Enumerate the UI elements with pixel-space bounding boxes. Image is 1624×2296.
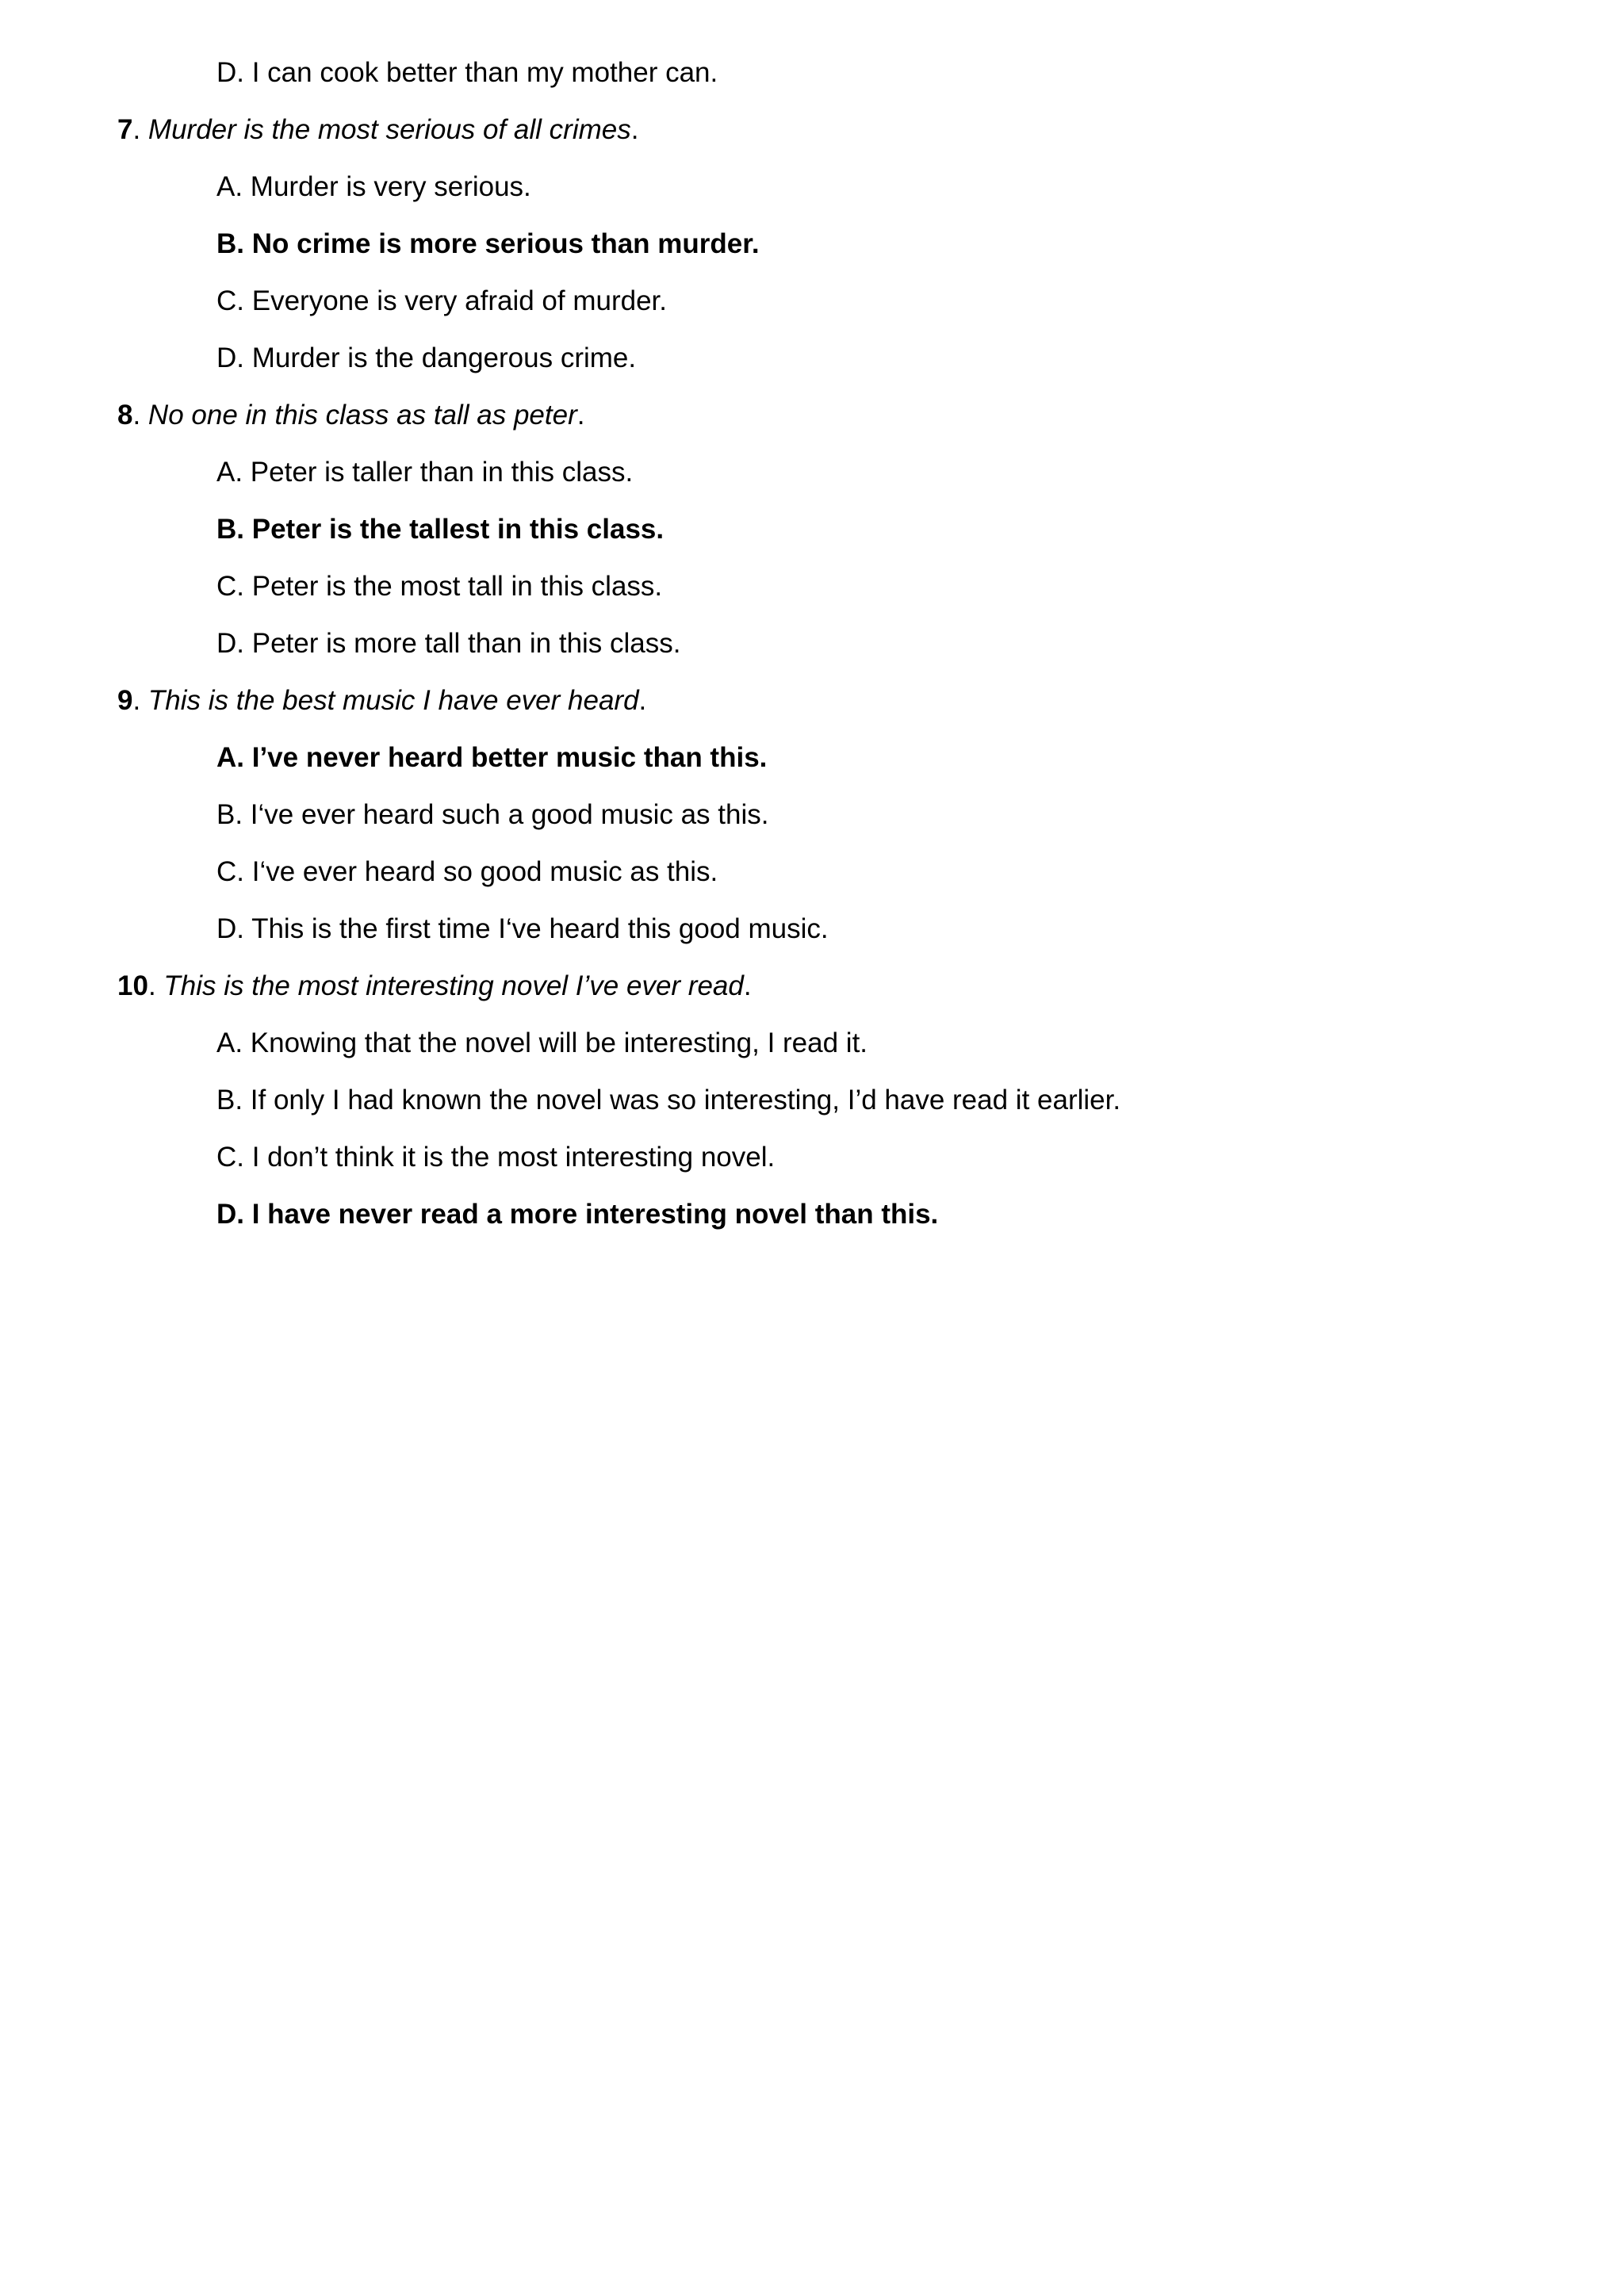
question-number: 9 bbox=[117, 685, 133, 716]
question-9 bbox=[117, 679, 646, 723]
question-separator: . bbox=[132, 685, 148, 716]
option-text: D. I can cook better than my mother can. bbox=[216, 57, 718, 88]
question-number: 10 bbox=[117, 970, 148, 1001]
question-number: 8 bbox=[117, 400, 133, 430]
option-d-answer: D. I have never read a more interesting novel than this. bbox=[216, 1199, 939, 1230]
option-a: A. Knowing that the novel will be interesting, I read it. bbox=[216, 1027, 868, 1058]
option-d: D. This is the first time I‘ve heard this good music. bbox=[216, 913, 829, 944]
question-stem: Murder is the most serious of all crimes bbox=[147, 114, 631, 145]
question-end: . bbox=[576, 400, 585, 430]
question-10 bbox=[117, 964, 752, 1008]
question-end: . bbox=[630, 114, 639, 145]
option-b: B. If only I had known the novel was so interesting, I’d have read it earlier. bbox=[216, 1085, 1121, 1115]
question-stem: This is the most interesting novel I’ve ever read bbox=[163, 970, 744, 1001]
question-stem: No one in this class as tall as peter bbox=[147, 400, 577, 430]
option-b: B. I‘ve ever heard such a good music as this. bbox=[216, 799, 769, 830]
option-b-answer: B. No crime is more serious than murder. bbox=[216, 228, 760, 259]
option-a: A. Murder is very serious. bbox=[216, 171, 531, 202]
question-separator: . bbox=[132, 400, 148, 430]
option-c: C. I don’t think it is the most interesting novel. bbox=[216, 1142, 776, 1173]
question-separator: . bbox=[147, 970, 164, 1001]
option-d: D. Murder is the dangerous crime. bbox=[216, 342, 637, 373]
question-stem: This is the best music I have ever heard bbox=[147, 685, 639, 716]
option-c: C. Everyone is very afraid of murder. bbox=[216, 285, 667, 316]
question-number: 7 bbox=[117, 114, 133, 145]
question-7 bbox=[117, 108, 638, 152]
option-b-answer: B. Peter is the tallest in this class. bbox=[216, 514, 665, 545]
option-c: C. Peter is the most tall in this class. bbox=[216, 571, 663, 602]
option-a: A. Peter is taller than in this class. bbox=[216, 457, 634, 488]
question-end: . bbox=[638, 685, 647, 716]
question-end: . bbox=[743, 970, 752, 1001]
question-separator: . bbox=[132, 114, 148, 145]
option-c: C. I‘ve ever heard so good music as this. bbox=[216, 856, 718, 887]
option-a-answer: A. I’ve never heard better music than this. bbox=[216, 742, 768, 773]
option-d: D. Peter is more tall than in this class. bbox=[216, 628, 681, 659]
question-8 bbox=[117, 393, 584, 438]
